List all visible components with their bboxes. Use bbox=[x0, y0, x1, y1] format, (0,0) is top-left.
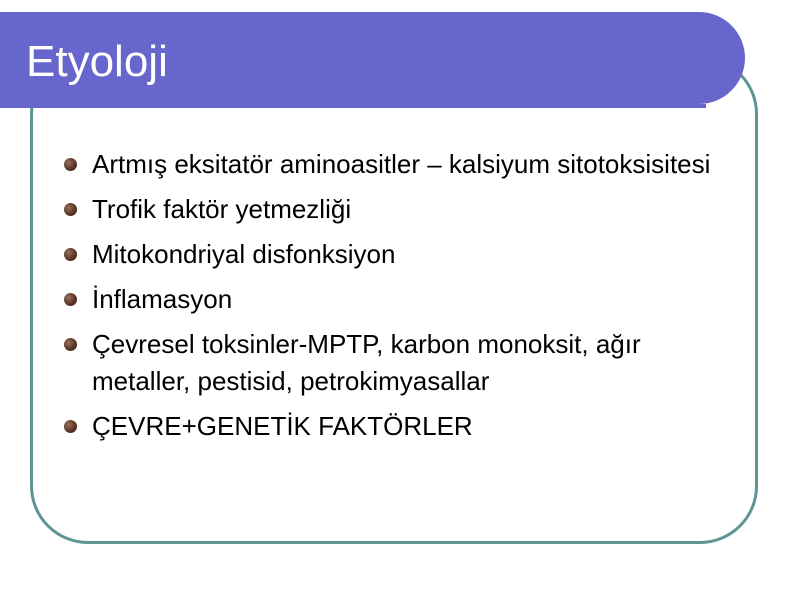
bullet-text: Mitokondriyal disfonksiyon bbox=[92, 239, 396, 269]
bullet-item bbox=[62, 326, 722, 400]
bullet-dot-icon bbox=[64, 203, 77, 216]
bullet-item bbox=[62, 146, 722, 183]
bullet-item bbox=[62, 408, 722, 445]
bullet-text: ÇEVRE+GENETİK FAKTÖRLER bbox=[92, 411, 473, 441]
bullet-text: Çevresel toksinler-MPTP, karbon monoksit, ağır metaller, pestisid, petrokimyasallar bbox=[92, 329, 641, 396]
bullet-dot-icon bbox=[64, 420, 77, 433]
title-underline bbox=[0, 104, 706, 108]
bullet-text: Trofik faktör yetmezliği bbox=[92, 194, 352, 224]
bullet-dot-icon bbox=[64, 158, 77, 171]
bullet-text: Artmış eksitatör aminoasitler – kalsiyum sitotoksisitesi bbox=[92, 149, 711, 179]
bullet-dot-icon bbox=[64, 338, 77, 351]
bullet-item bbox=[62, 191, 722, 228]
bullet-dot-icon bbox=[64, 293, 77, 306]
bullet-text: İnflamasyon bbox=[92, 284, 233, 314]
slide-title: Etyoloji bbox=[26, 37, 168, 86]
bullet-item bbox=[62, 281, 722, 318]
bullet-dot-icon bbox=[64, 248, 77, 261]
bullet-item bbox=[62, 236, 722, 273]
bullet-list bbox=[62, 146, 722, 453]
